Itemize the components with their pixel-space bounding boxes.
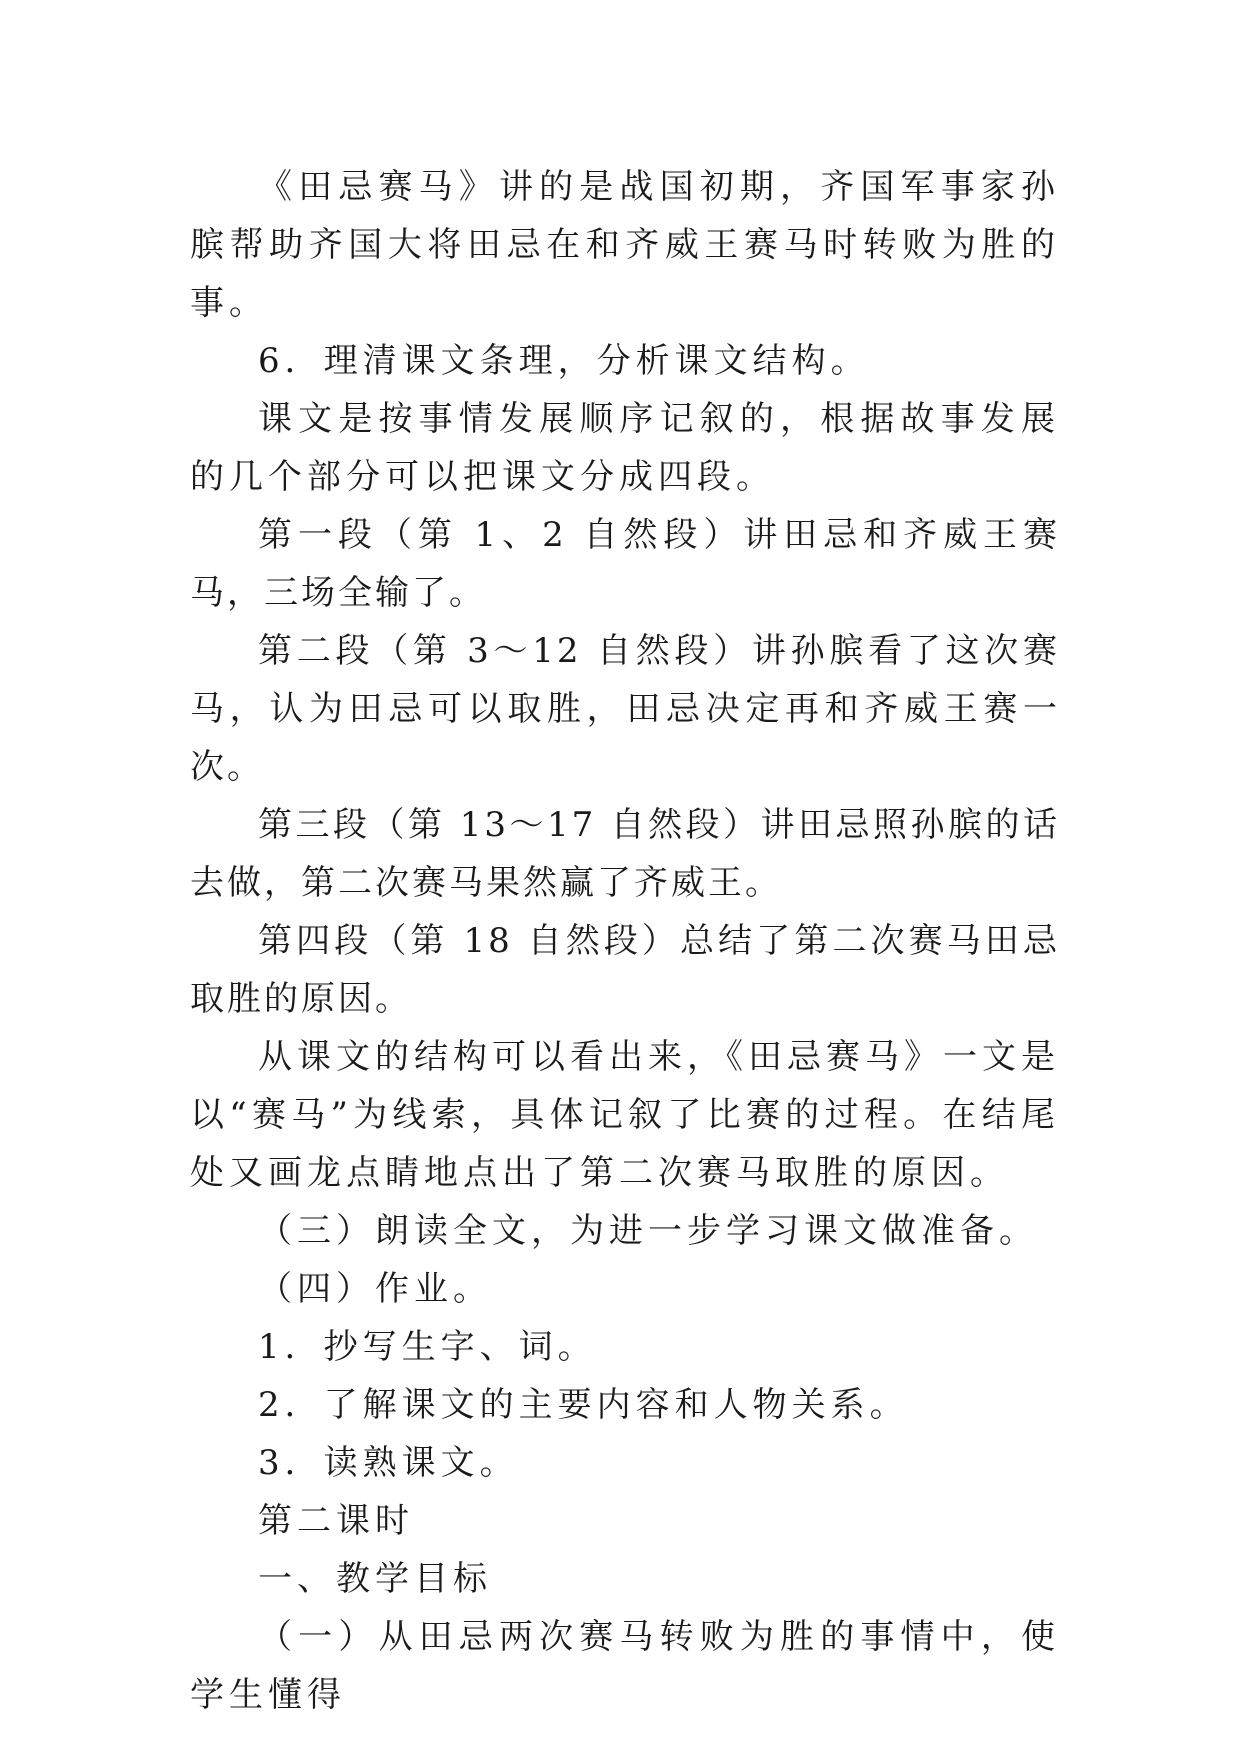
paragraph-read-aloud: （三）朗读全文，为进一步学习课文做准备。 xyxy=(258,1211,1038,1251)
paragraph-homework-2: 2．了解课文的主要内容和人物关系。 xyxy=(258,1385,909,1425)
paragraph-section-2: 第二段（第 3～12 自然段）讲孙膑看了这次赛马，认为田忌可以取胜，田忌决定再和齐威王赛一次。 xyxy=(190,631,1060,787)
paragraph-second-lesson: 第二课时 xyxy=(258,1501,414,1541)
paragraph-goal-1: （一）从田忌两次赛马转败为胜的事情中，使学生懂得 xyxy=(190,1617,1060,1715)
paragraph-homework-1: 1．抄写生字、词。 xyxy=(258,1327,597,1367)
paragraph-section-1: 第一段（第 1、2 自然段）讲田忌和齐威王赛马，三场全输了。 xyxy=(190,515,1060,613)
paragraph-section-4: 第四段（第 18 自然段）总结了第二次赛马田忌取胜的原因。 xyxy=(190,921,1060,1019)
paragraph-homework-3: 3．读熟课文。 xyxy=(258,1443,519,1483)
paragraph-teaching-goals: 一、教学目标 xyxy=(258,1559,492,1599)
paragraph-section-3: 第三段（第 13～17 自然段）讲田忌照孙膑的话去做，第二次赛马果然赢了齐威王。 xyxy=(190,805,1060,903)
document-body xyxy=(190,158,1060,1724)
paragraph-structure-overview: 课文是按事情发展顺序记叙的，根据故事发展的几个部分可以把课文分成四段。 xyxy=(190,399,1060,497)
paragraph-structure-summary: 从课文的结构可以看出来，《田忌赛马》一文是以“赛马”为线索，具体记叙了比赛的过程。在结尾处又画龙点睛地点出了第二次赛马取胜的原因。 xyxy=(190,1037,1060,1193)
paragraph-intro: 《田忌赛马》讲的是战国初期，齐国军事家孙膑帮助齐国大将田忌在和齐威王赛马时转败为胜的事。 xyxy=(190,167,1060,323)
paragraph-homework-heading: （四）作业。 xyxy=(258,1269,492,1309)
paragraph-step-6: 6．理清课文条理，分析课文结构。 xyxy=(258,341,870,381)
